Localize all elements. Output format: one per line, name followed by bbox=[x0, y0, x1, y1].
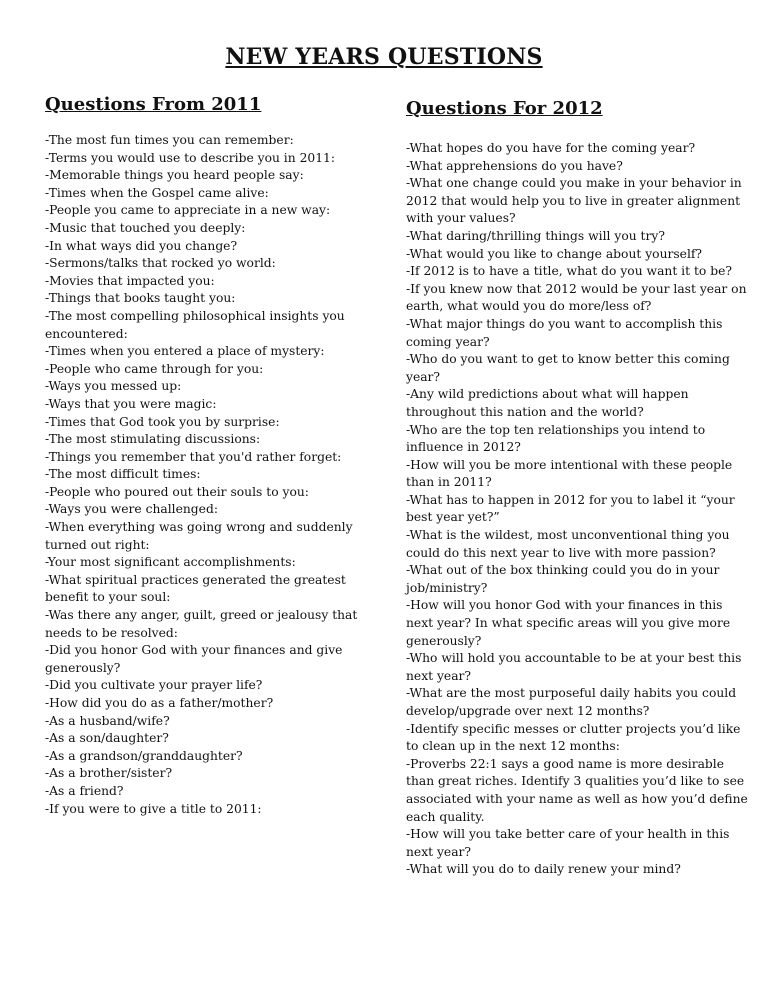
question-item: -Identify specific messes or clutter projects you’d like to clean up in the next 12 months: bbox=[406, 721, 741, 754]
question-item: -In what ways did you change? bbox=[45, 238, 238, 253]
question-item: -If you were to give a title to 2011: bbox=[45, 801, 262, 816]
right-column bbox=[406, 98, 751, 879]
question-item: -Ways you were challenged: bbox=[45, 502, 218, 517]
question-item: -What daring/thrilling things will you try? bbox=[406, 228, 665, 243]
question-item: -What is the wildest, most unconventional thing you could do this next year to live with more passion? bbox=[406, 528, 730, 560]
question-item: -What will you do to daily renew your mind? bbox=[406, 862, 681, 877]
question-item: -As a husband/wife? bbox=[45, 713, 170, 728]
question-item: -Ways you messed up: bbox=[45, 379, 182, 394]
question-item: -Your most significant accomplishments: bbox=[45, 555, 296, 570]
question-item: -How will you honor God with your finances in this next year? In what specific areas will you give more generously? bbox=[406, 598, 731, 648]
question-item: -What has to happen in 2012 for you to label it “your best year yet?” bbox=[406, 492, 735, 525]
right-column-heading: Questions For 2012 bbox=[406, 98, 603, 119]
question-item: -What apprehensions do you have? bbox=[406, 158, 623, 173]
question-item: -Ways that you were magic: bbox=[45, 396, 217, 411]
right-question-list bbox=[406, 140, 751, 879]
question-item: -As a friend? bbox=[45, 783, 124, 798]
question-item: -The most fun times you can remember: bbox=[45, 133, 294, 147]
question-item: -Any wild predictions about what will happen throughout this nation and the world? bbox=[406, 387, 689, 419]
question-item: -The most difficult times: bbox=[45, 467, 201, 482]
question-item: -If 2012 is to have a title, what do you want it to be? bbox=[406, 264, 732, 279]
question-item: -The most stimulating discussions: bbox=[45, 432, 261, 447]
question-item: -Things that books taught you: bbox=[45, 291, 236, 306]
question-item: -Did you honor God with your finances and give generously? bbox=[45, 643, 343, 675]
question-item: -Times when you entered a place of mystery: bbox=[45, 344, 325, 359]
question-item: -Who are the top ten relationships you intend to influence in 2012? bbox=[406, 422, 706, 455]
question-item: -Memorable things you heard people say: bbox=[45, 168, 304, 183]
document-title: NEW YEARS QUESTIONS bbox=[225, 44, 543, 70]
question-item: -When everything was going wrong and suddenly turned out right: bbox=[45, 520, 353, 552]
question-item: -What hopes do you have for the coming year? bbox=[406, 141, 696, 155]
question-item: -What spiritual practices generated the greatest benefit to your soul: bbox=[45, 572, 346, 605]
question-item: -If you knew now that 2012 would be your last year on earth, what would you do more/less of? bbox=[406, 281, 747, 314]
question-item: -How will you be more intentional with these people than in 2011? bbox=[406, 457, 733, 490]
question-item: -People who poured out their souls to you: bbox=[45, 484, 309, 499]
question-item: -What out of the box thinking could you do in your job/ministry? bbox=[406, 563, 720, 595]
question-item: -As a son/daughter? bbox=[45, 731, 169, 746]
left-question-list bbox=[45, 132, 367, 818]
question-item: -Things you remember that you'd rather forget: bbox=[45, 449, 342, 464]
question-item: -Movies that impacted you: bbox=[45, 273, 215, 288]
question-item: -Did you cultivate your prayer life? bbox=[45, 678, 263, 693]
question-item: -Terms you would use to describe you in 2011: bbox=[45, 150, 336, 165]
question-item: -Who will hold you accountable to be at your best this next year? bbox=[406, 651, 742, 683]
question-item: -Proverbs 22:1 says a good name is more desirable than great riches. Identify 3 qualities you’d like to see associated with your name as well as how you’d define each quality. bbox=[406, 756, 748, 824]
left-column bbox=[45, 94, 367, 818]
question-item: -Times that God took you by surprise: bbox=[45, 414, 280, 429]
left-column-heading: Questions From 2011 bbox=[45, 94, 262, 115]
question-item: -How did you do as a father/mother? bbox=[45, 696, 274, 710]
question-item: -Who do you want to get to know better this coming year? bbox=[406, 352, 730, 384]
question-item: -People you came to appreciate in a new way: bbox=[45, 203, 331, 218]
question-item: -What one change could you make in your behavior in 2012 that would help you to live in greater alignment with your values? bbox=[406, 176, 742, 226]
question-item: -What would you like to change about yourself? bbox=[406, 246, 703, 261]
question-item: -What are the most purposeful daily habits you could develop/upgrade over next 12 months? bbox=[406, 686, 737, 718]
question-item: -People who came through for you: bbox=[45, 361, 264, 376]
question-item: -As a brother/sister? bbox=[45, 766, 173, 781]
question-item: -Sermons/talks that rocked yo world: bbox=[45, 256, 276, 271]
question-item: -Was there any anger, guilt, greed or jealousy that needs to be resolved: bbox=[45, 608, 358, 640]
question-item: -As a grandson/granddaughter? bbox=[45, 748, 243, 763]
question-item: -The most compelling philosophical insights you encountered: bbox=[45, 308, 345, 341]
question-item: -Music that touched you deeply: bbox=[45, 220, 246, 235]
question-item: -How will you take better care of your health in this next year? bbox=[406, 827, 730, 859]
question-item: -Times when the Gospel came alive: bbox=[45, 185, 269, 200]
question-item: -What major things do you want to accomplish this coming year? bbox=[406, 316, 723, 349]
